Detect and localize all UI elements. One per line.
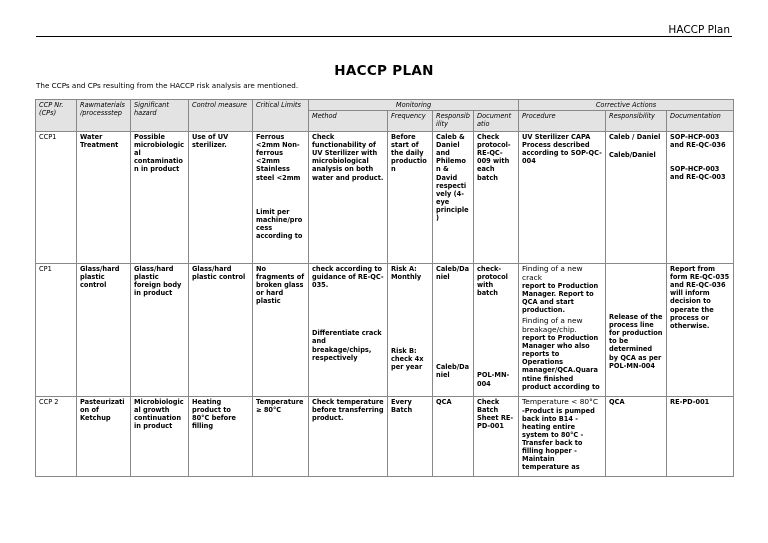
cell-method: Check functionability of UV Sterilizer with microbiological analysis on both water and product. — [309, 132, 388, 264]
col-header-control: Control measure — [189, 100, 253, 132]
cell-frequency — [388, 264, 433, 397]
proc-title: Temperature < 80°C — [522, 398, 598, 407]
cell-raw: Water Treatment — [77, 132, 131, 264]
col-header-hazard: Significant hazard — [131, 100, 189, 132]
resp-text-a: Caleb/Daniel — [436, 265, 470, 282]
col-header-procedure: Procedure — [519, 111, 606, 132]
cell-frequency: Before start of the daily production — [388, 132, 433, 264]
cell-documentation: Check protocol-RE-QC-009 with each batch — [474, 132, 519, 264]
limits-text-b: Limit per machine/process according to — [256, 207, 303, 240]
method-text-a: check according to guidance of RE-QC-035. — [312, 265, 384, 290]
cell-ca-responsibility: QCA — [606, 397, 667, 477]
ca-resp-a: Caleb / Daniel — [609, 133, 661, 142]
cell-documentation — [474, 264, 519, 397]
proc-b-body: report to Production Manager who also reports to Operations manager/QCA.Quarantine finished product according to — [522, 334, 600, 391]
col-header-responsibility: Responsibility — [433, 111, 474, 132]
freq-text-b: Risk B: check 4x per year — [391, 347, 424, 372]
cell-hazard: Glass/hard plastic foreign body in product — [131, 264, 189, 397]
col-header-frequency: Frequency — [388, 111, 433, 132]
col-header-ccp: CCP Nr. (CPs) — [36, 100, 77, 132]
cell-ca-responsibility — [606, 132, 667, 264]
header-rule — [36, 36, 732, 37]
limits-text-a: Ferrous <2mm Non-ferrous <2mm Stainless steel <2mm — [256, 133, 301, 182]
ca-resp-b: Caleb/Daniel — [609, 151, 656, 160]
proc-b-title: Finding of a new breakage/chip. — [522, 316, 583, 334]
cell-ca-documentation: RE-PD-001 — [667, 397, 734, 477]
group-header-corrective: Corrective Actions — [519, 100, 734, 111]
cell-responsibility — [433, 264, 474, 397]
header-title: HACCP Plan — [668, 24, 730, 36]
proc-body: -Product is pumped back into B14 -heating entire system to 80°C -Transfer back to filling hopper -Maintain temperature as — [522, 406, 595, 472]
col-header-ca-documentation: Documentation — [667, 111, 734, 132]
cell-ca-documentation — [667, 132, 734, 264]
col-header-ca-responsibility: Responsibility — [606, 111, 667, 132]
ca-doc-b: SOP-HCP-003 and RE-QC-003 — [670, 165, 726, 182]
col-header-method: Method — [309, 111, 388, 132]
cell-hazard: Microbiological growth continuation in product — [131, 397, 189, 477]
header-row-groups — [36, 100, 734, 111]
intro-text: The CCPs and CPs resulting from the HACCP risk analysis are mentioned. — [36, 81, 299, 90]
resp-text-b: Caleb/Daniel — [436, 363, 470, 380]
cell-ca-documentation: Report from form RE-QC-035 and RE-QC-036 will inform decision to operate the process or otherwise. — [667, 264, 734, 397]
cell-method — [309, 264, 388, 397]
cell-procedure — [519, 264, 606, 397]
document-title: HACCP PLAN — [334, 63, 434, 79]
cell-responsibility: QCA — [433, 397, 474, 477]
doc-text-a: check-protocol with batch — [477, 265, 508, 298]
col-header-documentation: Documentatio — [474, 111, 519, 132]
cell-limits — [253, 132, 309, 264]
cell-control: Glass/hard plastic control — [189, 264, 253, 397]
ca-doc-a: SOP-HCP-003 and RE-QC-036 — [670, 133, 726, 150]
table-row — [36, 132, 734, 264]
proc-a-body: report to Production Manager. Report to QCA and start production. — [522, 281, 599, 315]
cell-raw: Glass/hard plastic control — [77, 264, 131, 397]
cell-procedure — [519, 397, 606, 477]
cell-documentation: Check Batch Sheet RE-PD-001 — [474, 397, 519, 477]
group-header-monitoring: Monitoring — [309, 100, 519, 111]
cell-ccp: CCP1 — [36, 132, 77, 264]
cell-control: Use of UV sterilizer. — [189, 132, 253, 264]
cell-limits: Temperature ≥ 80°C — [253, 397, 309, 477]
cell-control: Heating product to 80°C before filling — [189, 397, 253, 477]
haccp-table — [35, 99, 734, 477]
col-header-limits: Critical Limits — [253, 100, 309, 132]
doc-text-b: POL-MN-004 — [477, 371, 510, 388]
cell-ccp: CCP 2 — [36, 397, 77, 477]
ca-resp-text: Release of the process line for production to be determined by QCA as per POL-MN-004 — [609, 313, 663, 370]
col-header-raw: Rawmaterials/processstep — [77, 100, 131, 132]
cell-hazard: Possible microbiological contamination in product — [131, 132, 189, 264]
cell-procedure: UV Sterilizer CAPA Process described according to SOP-QC-004 — [519, 132, 606, 264]
cell-ca-responsibility — [606, 264, 667, 397]
cell-raw: Pasteurization of Ketchup — [77, 397, 131, 477]
cell-limits: No fragments of broken glass or hard plastic — [253, 264, 309, 397]
cell-ccp: CP1 — [36, 264, 77, 397]
cell-frequency: Every Batch — [388, 397, 433, 477]
proc-a-title: Finding of a new crack — [522, 265, 583, 282]
cell-responsibility: Caleb & Daniel and Philemon & David respectively (4-eye principle) — [433, 132, 474, 264]
method-text-b: Differentiate crack and breakage/chips, respectively — [312, 329, 382, 362]
table-row — [36, 264, 734, 397]
table-row — [36, 397, 734, 477]
freq-text-a: Risk A: Monthly — [391, 265, 422, 282]
cell-method: Check temperature before transferring product. — [309, 397, 388, 477]
